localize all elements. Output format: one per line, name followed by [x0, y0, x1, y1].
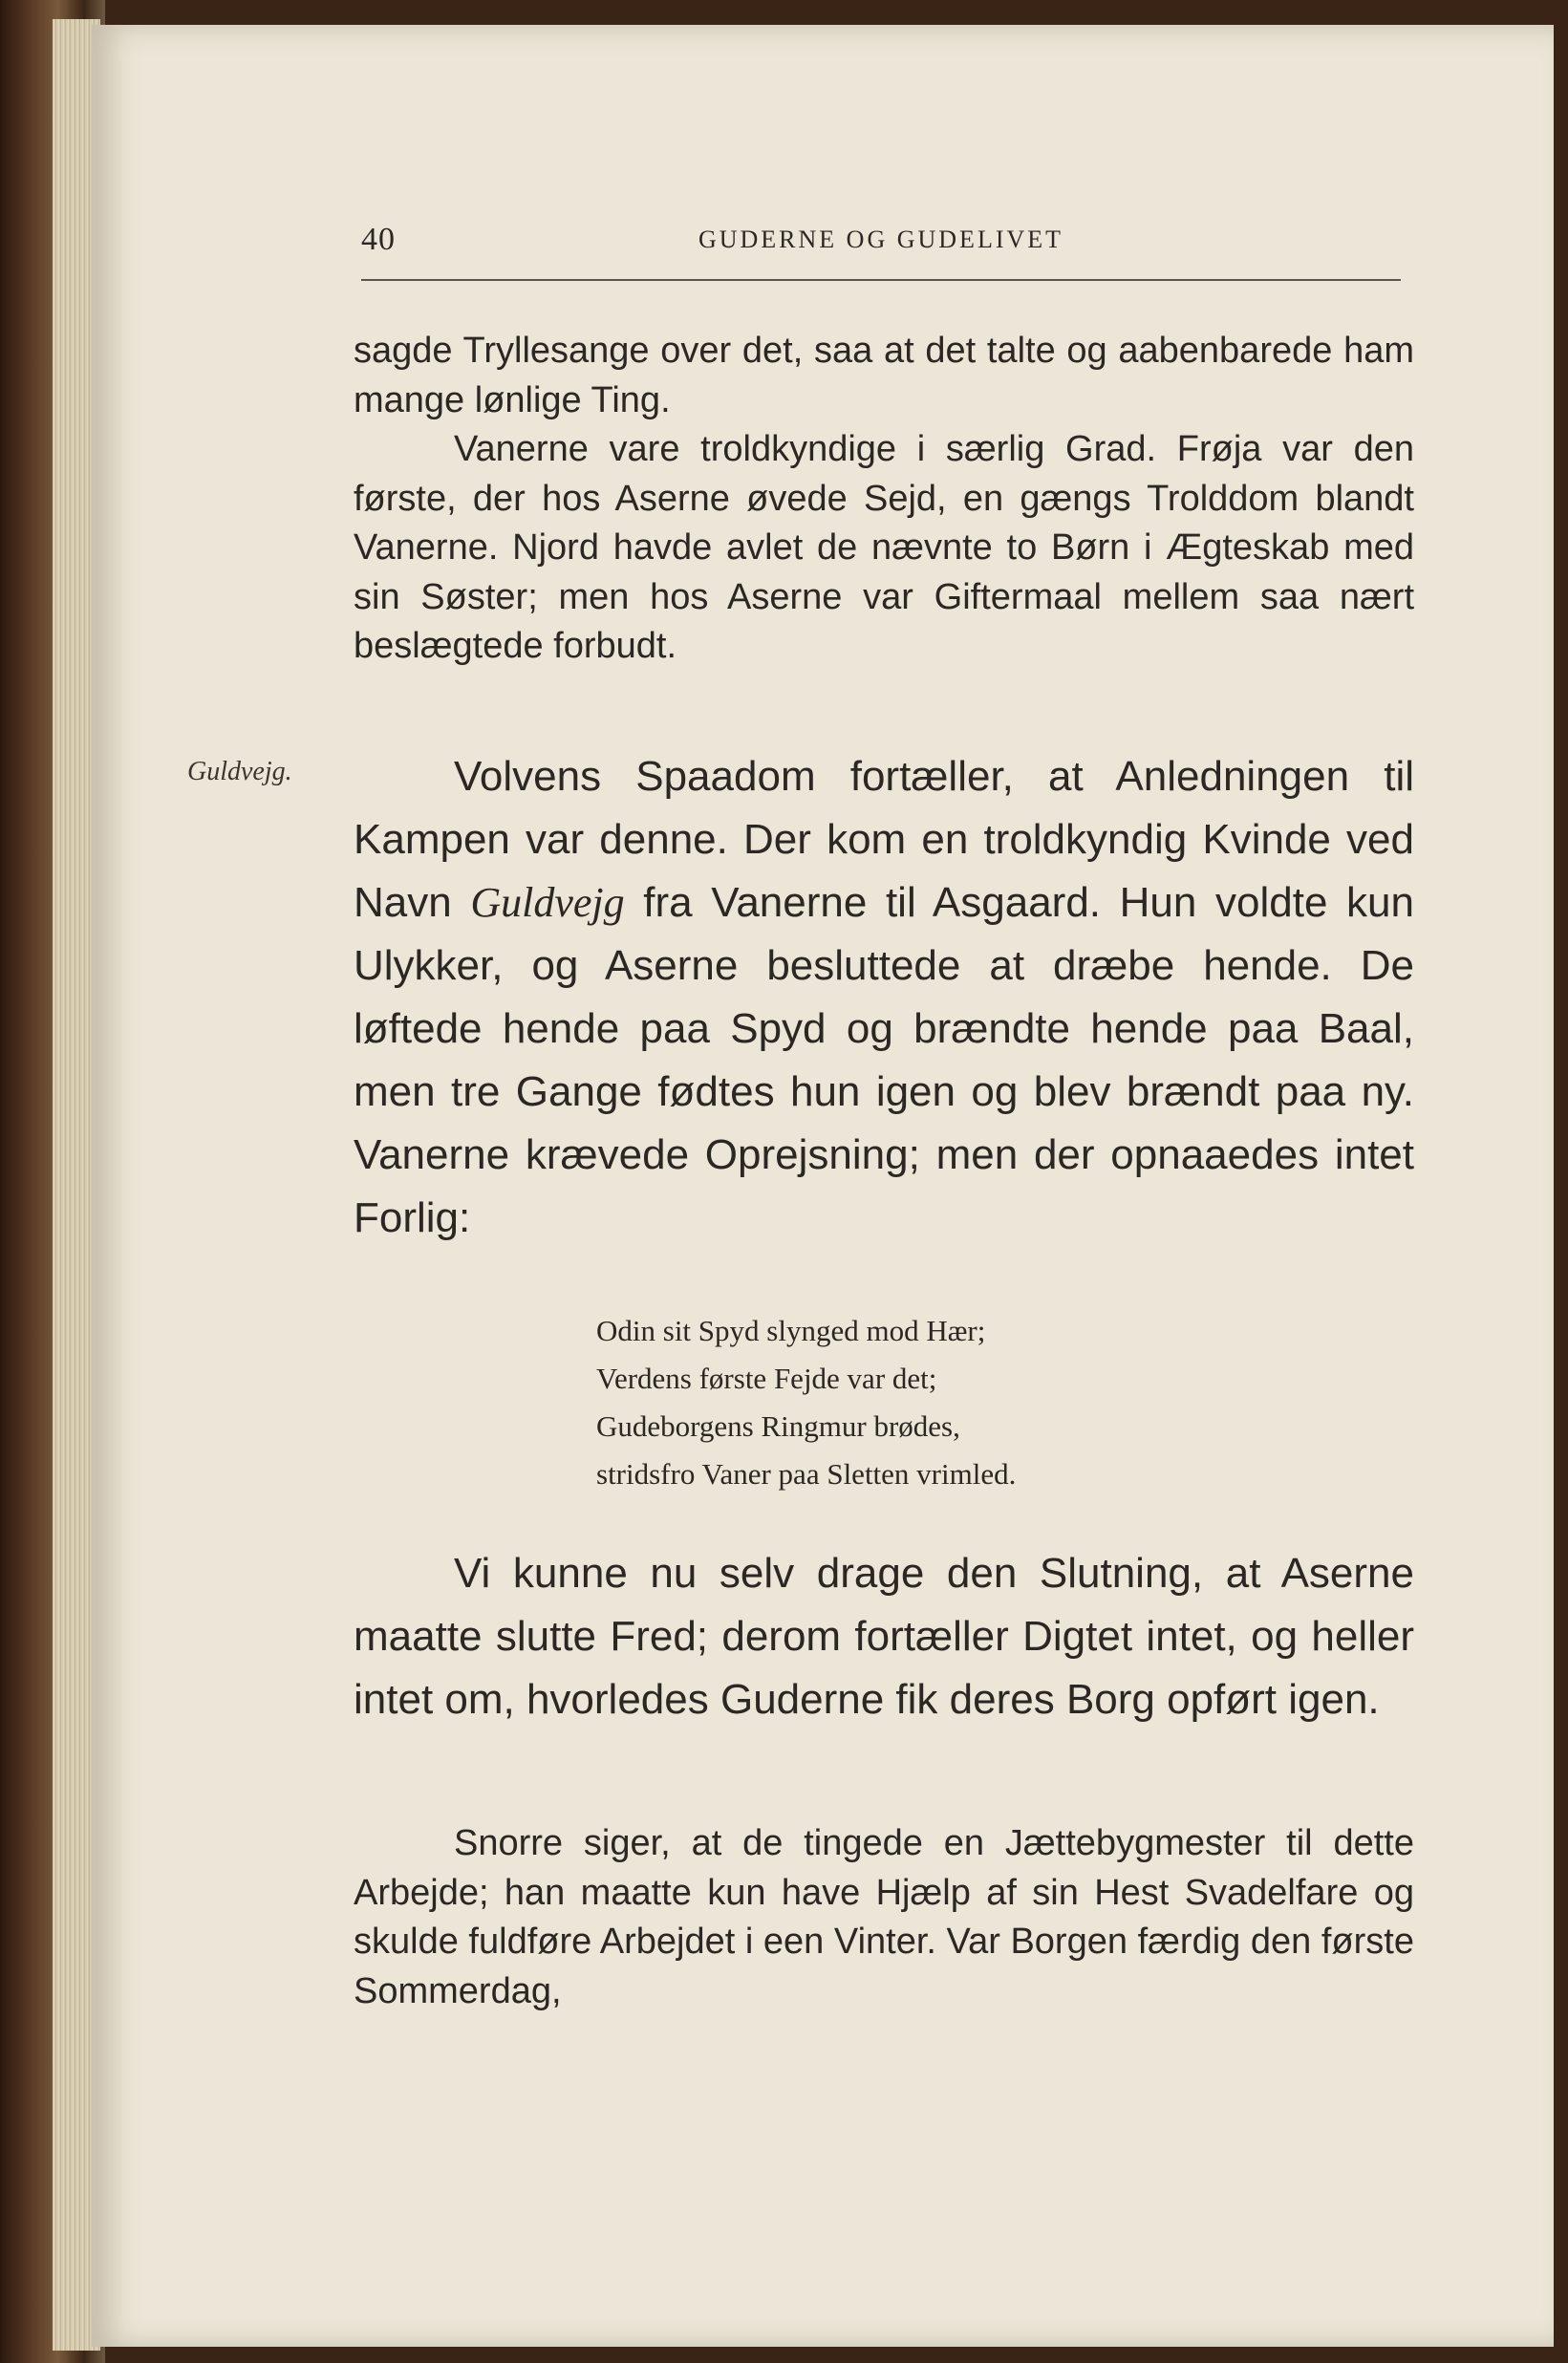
paragraph-3-text-a: Volvens Spaadom fortæller, at Anledningen til Kampen var denne. Der kom en troldkyndig Kvinde ved Navn	[354, 753, 1414, 926]
page-header	[361, 222, 1401, 281]
verse-line: stridsfro Vaner paa Sletten vrimled.	[596, 1457, 1017, 1491]
margin-note: Guldvejg.	[187, 757, 292, 786]
verse-line: Odin sit Spyd slynged mod Hær;	[596, 1314, 986, 1347]
page-number: 40	[361, 222, 396, 257]
verse-line: Verdens første Fejde var det;	[596, 1362, 937, 1395]
guldvejg-name: Guldvejg	[470, 879, 625, 926]
paragraph-5: Snorre siger, at de tingede en Jættebygmester til dette Arbejde; han maatte kun have Hjælp af sin Hest Svadelfare og skulde fuldføre Arbejdet i een Vinter. Var Borgen færdig den første Sommerdag,	[354, 1823, 1414, 2011]
verse-line: Gudeborgens Ringmur brødes,	[596, 1409, 960, 1443]
paragraph-3	[354, 745, 1414, 1250]
paragraph-3-text-b: fra Vanerne til Asgaard. Hun voldte kun Ulykker, og Aserne besluttede at dræbe hende. De løftede hende paa Spyd og brændte hende paa Baal, men tre Gange fødtes hun igen og blev brændt paa ny. Vanerne krævede Oprejsning; men der opnaaedes intet Forlig:	[354, 879, 1414, 1241]
paragraph-2: Vanerne vare troldkyndige i særlig Grad. Frøja var den første, der hos Aserne øvede Sejd, en gængs Trolddom blandt Vanerne. Njord havde avlet de nævnte to Børn i Ægteskab med sin Søster; men hos Aserne var Giftermaal mellem saa nært beslægtede forbudt.	[354, 429, 1414, 666]
running-title: GUDERNE OG GUDELIVET	[698, 226, 1064, 253]
verse-block	[596, 1307, 1322, 1498]
paragraph-1: sagde Tryllesange over det, saa at det talte og aabenbarede ham mange lønlige Ting.	[354, 331, 1414, 420]
paragraph-4: Vi kunne nu selv drage den Slutning, at Aserne maatte slutte Fred; derom fortæller Digtet intet, og heller intet om, hvorledes Guderne fik deres Borg opført igen.	[354, 1550, 1414, 1723]
